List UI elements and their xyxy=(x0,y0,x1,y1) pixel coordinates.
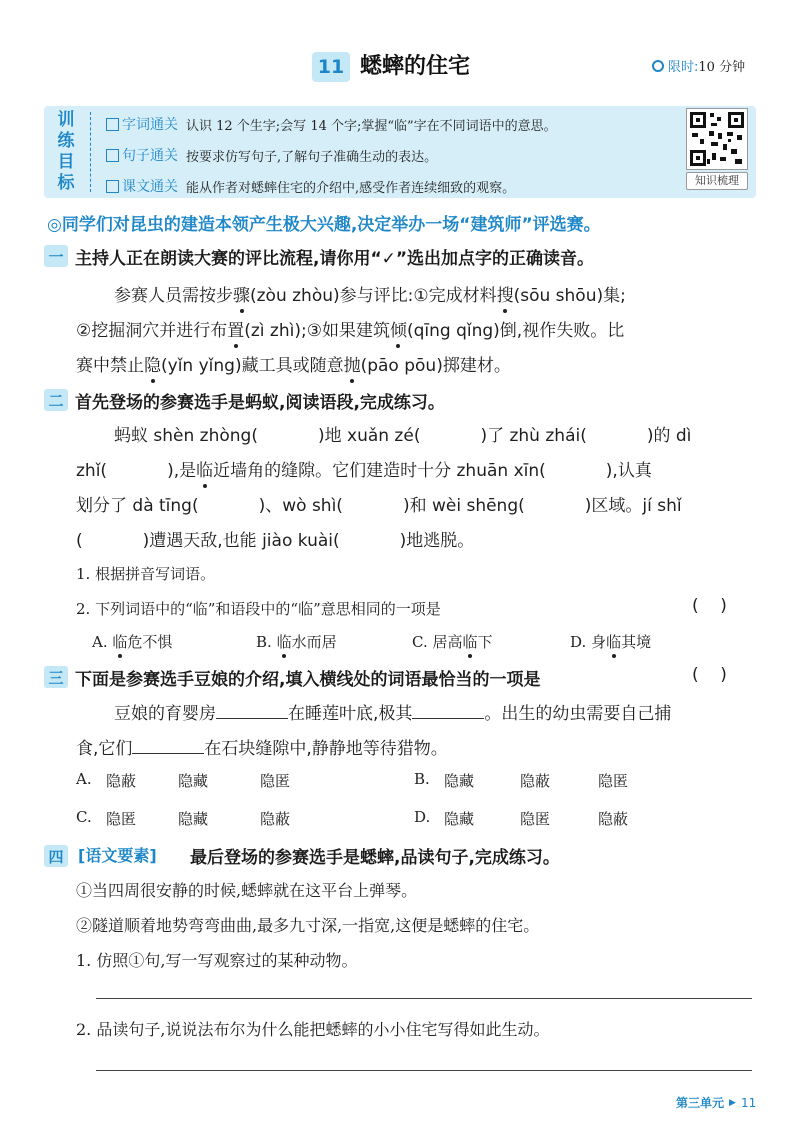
q2-line xyxy=(76,454,766,489)
text: 危不惧 xyxy=(127,633,173,651)
page-number: 11 xyxy=(740,1095,757,1110)
option-word: 隐匿 xyxy=(106,810,137,828)
q4-sentence-1: ①当四周很安静的时候,蟋蟀就在这平台上弹琴。 xyxy=(76,881,418,900)
time-limit xyxy=(652,56,745,75)
q2-answer-paren[interactable]: ( ) xyxy=(692,596,727,616)
objective-label: 字词通关 xyxy=(122,117,178,133)
dotted-char: 临 xyxy=(196,461,214,481)
q1-body xyxy=(76,279,766,384)
q1-title: 主持人正在朗读大赛的评比流程,请你用“✓”选出加点字的正确读音。 xyxy=(75,249,595,269)
option-word: 隐藏 xyxy=(444,772,475,790)
qr-code[interactable] xyxy=(686,108,748,170)
fill-blank[interactable] xyxy=(132,737,204,754)
q4-title: 最后登场的参赛选手是蟋蟀,品读句子,完成练习。 xyxy=(190,848,560,868)
dotted-char: 抛 xyxy=(343,356,361,376)
q1-badge: 一 xyxy=(44,245,68,267)
text: ②挖掘洞穴并进行布 xyxy=(76,321,228,341)
option-word: 隐匿 xyxy=(520,810,551,828)
fill-blank[interactable] xyxy=(412,702,484,719)
text: )遭遇天敌,也能 jiào kuài( xyxy=(142,531,340,551)
option-word: 隐蔽 xyxy=(520,772,551,790)
arrow-right-icon: ▶ xyxy=(729,1097,736,1108)
text: (zòu zhòu)参与评比:①完成材料 xyxy=(250,286,497,306)
q3-title: 下面是参赛选手豆娘的介绍,填入横线处的词语最恰当的一项是 xyxy=(75,670,541,690)
time-limit-value: 10 分钟 xyxy=(698,60,746,75)
option-letter: A. xyxy=(92,633,108,651)
objective-label: 句子通关 xyxy=(122,148,178,164)
q2-line xyxy=(76,489,766,524)
q3-option-d[interactable] xyxy=(414,808,714,826)
dotted-char: 置 xyxy=(227,321,245,341)
q1-line xyxy=(76,314,766,349)
q2-line xyxy=(76,524,766,559)
option-letter: C. xyxy=(412,633,428,651)
q4-sub1: 1. 仿照①句,写一写观察过的某种动物。 xyxy=(76,951,358,970)
text: ),认真 xyxy=(605,461,652,481)
text: )地 xuǎn zé( xyxy=(317,426,421,446)
text: 身 xyxy=(591,633,607,651)
text: 蚂蚁 shèn zhòng( xyxy=(114,426,258,446)
text: ),是 xyxy=(167,461,197,481)
q4-sub2: 2. 品读句子,说说法布尔为什么能把蟋蟀的小小住宅写得如此生动。 xyxy=(76,1020,550,1039)
q2-sub2: 2. 下列词语中的“临”和语段中的“临”意思相同的一项是 xyxy=(76,600,441,618)
q2-line xyxy=(76,419,766,454)
option-letter: A. xyxy=(76,770,92,788)
q1-line xyxy=(76,279,766,314)
lesson-number-badge: 11 xyxy=(312,52,350,82)
page-footer xyxy=(676,1094,756,1111)
text: )地逃脱。 xyxy=(399,531,475,551)
objective-text: 按要求仿写句子,了解句子准确生动的表达。 xyxy=(186,149,438,165)
q3-line xyxy=(76,697,766,732)
q3-badge: 三 xyxy=(44,666,68,688)
q2-title: 首先登场的参赛选手是蚂蚁,阅读语段,完成练习。 xyxy=(75,393,445,413)
answer-line-1[interactable] xyxy=(96,998,752,999)
objective-text: 能从作者对蟋蟀住宅的介绍中,感受作者连续细致的观察。 xyxy=(186,180,516,196)
side-char: 标 xyxy=(57,173,75,193)
q3-option-a[interactable] xyxy=(76,770,376,788)
side-char: 训 xyxy=(57,110,75,130)
dotted-char: 临 xyxy=(462,633,478,651)
text: 居高 xyxy=(432,633,463,651)
q2-badge: 二 xyxy=(44,389,68,411)
objectives-divider xyxy=(90,112,91,192)
option-word: 隐藏 xyxy=(178,772,209,790)
option-letter: D. xyxy=(414,808,431,826)
text: )了 zhù zhái( xyxy=(480,426,587,446)
dotted-char: 临 xyxy=(112,633,128,651)
text: 赛中禁止 xyxy=(76,356,144,376)
text: (sōu shōu)集; xyxy=(513,286,626,306)
text: 。出生的幼虫需要自己捕 xyxy=(484,704,672,724)
dotted-char: 骤 xyxy=(233,286,250,306)
q2-option-c[interactable] xyxy=(412,631,493,652)
text: 参赛人员需按步 xyxy=(114,286,233,306)
q3-passage xyxy=(76,697,766,767)
checkbox-icon xyxy=(106,180,119,193)
dotted-char: 临 xyxy=(276,633,292,651)
q2-sub1: 1. 根据拼音写词语。 xyxy=(76,565,216,583)
q3-line xyxy=(76,732,766,767)
text: )、wò shì( xyxy=(258,496,343,516)
option-letter: D. xyxy=(570,633,587,651)
q4-sentence-2: ②隧道顺着地势弯弯曲曲,最多九寸深,一指宽,这便是蟋蟀的住宅。 xyxy=(76,916,540,935)
q4-tag: [语文要素] xyxy=(78,846,157,865)
text: 近墙角的缝隙。它们建造时十分 zhuān xīn( xyxy=(213,461,546,481)
intro-text: ◎同学们对昆虫的建造本领产生极大兴趣,决定举办一场“建筑师”评选赛。 xyxy=(47,215,601,235)
objective-item xyxy=(106,176,515,196)
q3-option-c[interactable] xyxy=(76,808,376,826)
dotted-char: 倾 xyxy=(389,321,407,341)
text: (zì zhì);③如果建筑 xyxy=(244,321,390,341)
text: 其境 xyxy=(621,633,652,651)
footer-unit: 第三单元 xyxy=(676,1096,725,1110)
page-title: 蟋蟀的住宅 xyxy=(360,54,471,79)
q2-passage xyxy=(76,419,766,559)
objective-item xyxy=(106,145,437,165)
text: 豆娘的育婴房 xyxy=(114,704,216,724)
qr-caption: 知识梳理 xyxy=(686,172,748,190)
side-char: 目 xyxy=(57,152,75,172)
fill-blank[interactable] xyxy=(216,702,288,719)
option-word: 隐蔽 xyxy=(260,810,291,828)
option-word: 隐匿 xyxy=(598,772,629,790)
text: )的 dì xyxy=(646,426,692,446)
text: )区域。jí shǐ xyxy=(584,496,682,516)
text: (pāo pōu)掷建材。 xyxy=(360,356,511,376)
checkbox-icon xyxy=(106,149,119,162)
objective-label: 课文通关 xyxy=(122,179,178,195)
option-letter: B. xyxy=(414,770,430,788)
q2-option-a[interactable] xyxy=(92,631,172,652)
text: 食,它们 xyxy=(76,739,133,759)
text: ( xyxy=(76,531,83,551)
text: (qīng qǐng)倒,视作失败。比 xyxy=(406,321,625,341)
text: 在石块缝隙中,静静地等待猎物。 xyxy=(204,739,448,759)
dotted-char: 搜 xyxy=(496,286,514,306)
option-word: 隐藏 xyxy=(178,810,209,828)
text: zhǐ( xyxy=(76,461,108,481)
text: 下 xyxy=(477,633,493,651)
option-word: 隐藏 xyxy=(444,810,475,828)
side-char: 练 xyxy=(57,131,75,151)
clock-icon xyxy=(652,60,664,72)
option-word: 隐蔽 xyxy=(106,772,137,790)
q1-line xyxy=(76,349,766,384)
option-word: 隐蔽 xyxy=(598,810,629,828)
dotted-char: 隐 xyxy=(144,356,161,376)
dotted-char: 临 xyxy=(606,633,622,651)
text: 水而居 xyxy=(291,633,337,651)
q3-answer-paren[interactable]: ( ) xyxy=(692,665,727,685)
q2-option-d[interactable] xyxy=(570,631,651,652)
q3-option-b[interactable] xyxy=(414,770,714,788)
text: )和 wèi shēng( xyxy=(402,496,525,516)
qr-code-icon xyxy=(687,109,747,169)
checkbox-icon xyxy=(106,118,119,131)
option-word: 隐匿 xyxy=(260,772,291,790)
answer-line-2[interactable] xyxy=(96,1070,752,1071)
text: 划分了 dà tīng( xyxy=(76,496,199,516)
option-letter: B. xyxy=(256,633,272,651)
objective-text: 认识 12 个生字;会写 14 个字;掌握“临”字在不同词语中的意思。 xyxy=(186,118,557,134)
time-limit-label: 限时: xyxy=(668,60,699,75)
text: 在睡莲叶底,极其 xyxy=(288,704,413,724)
q2-option-b[interactable] xyxy=(256,631,337,652)
objectives-side-label xyxy=(52,110,80,194)
text: (yǐn yǐng)藏工具或随意 xyxy=(161,356,344,376)
option-letter: C. xyxy=(76,808,92,826)
q4-badge: 四 xyxy=(44,845,68,867)
objective-item xyxy=(106,114,557,134)
